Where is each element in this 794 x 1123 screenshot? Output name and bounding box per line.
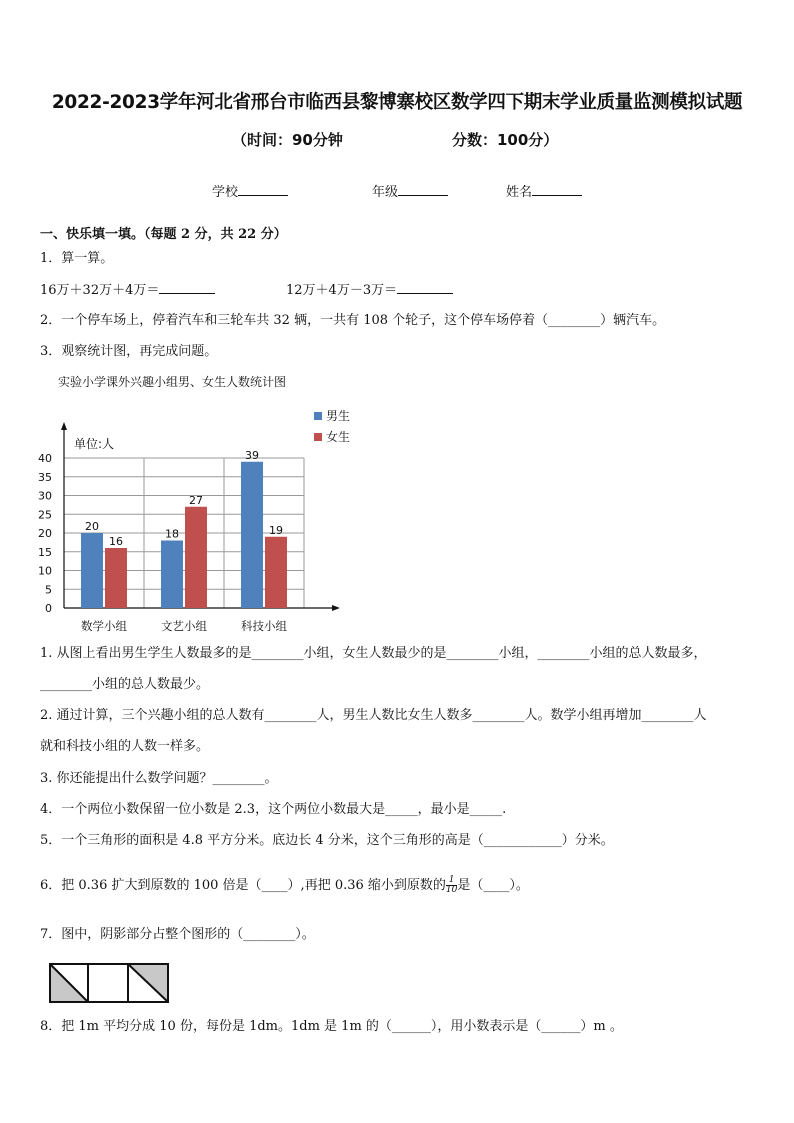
bar-girls — [105, 548, 127, 608]
bar-value-label: 19 — [269, 523, 283, 537]
grade-label: 年级 — [372, 185, 399, 200]
y-tick-label: 40 — [38, 452, 52, 465]
page-title: 2022-2023学年河北省邢台市临西县黎博寨校区数学四下期末学业质量监测模拟试题 — [51, 92, 743, 113]
name-label: 姓名 — [506, 185, 533, 200]
legend-label: 女生 — [326, 430, 351, 444]
x-category-label: 文艺小组 — [161, 619, 207, 633]
bar-boys — [161, 541, 183, 609]
y-axis-arrow — [61, 422, 67, 430]
question-3-1-line1: 1. 从图上看出男生学生人数最多的是________小组，女生人数最少的是________小组，________小组的总人数最多， — [40, 646, 707, 661]
name-blank[interactable] — [532, 183, 582, 196]
x-category-label: 科技小组 — [241, 619, 287, 633]
bar-girls — [265, 537, 287, 608]
question-8: 8．把 1m 平均分成 10 份，每份是 1dm。1dm 是 1m 的（______），用小数表示是（______）m 。 — [40, 1019, 623, 1034]
bar-girls — [185, 507, 207, 608]
square-2 — [88, 964, 128, 1002]
question-6-text-a: 6．把 0.36 扩大到原数的 100 倍是（____）,再把 0.36 缩小到原数的 — [40, 878, 446, 893]
question-1-title: 1．算一算。 — [40, 251, 114, 266]
y-tick-label: 0 — [45, 602, 52, 615]
y-tick-label: 5 — [45, 583, 52, 597]
legend-swatch — [314, 433, 322, 441]
shaded-squares-figure — [48, 962, 170, 1004]
question-1a — [40, 281, 215, 300]
question-5: 5．一个三角形的面积是 4.8 平方分米。底边长 4 分米，这个三角形的高是（____________）分米。 — [40, 833, 614, 848]
question-1a-text: 16万＋32万＋4万＝ — [40, 283, 160, 298]
exam-score: 分数：100分） — [452, 131, 559, 149]
fraction-numerator: 1 — [446, 876, 457, 886]
question-1b — [286, 281, 453, 300]
question-7: 7．图中，阴影部分占整个图形的（________）。 — [40, 927, 315, 942]
fraction-denominator: 10 — [445, 885, 458, 895]
school-label: 学校 — [212, 185, 239, 200]
y-tick-label: 10 — [38, 564, 52, 578]
question-4: 4．一个两位小数保留一位小数是 2.3，这个两位小数最大是_____，最小是_____. — [40, 802, 507, 817]
y-tick-label: 20 — [38, 527, 52, 540]
bar-value-label: 27 — [189, 493, 203, 507]
legend-swatch — [314, 412, 322, 420]
bar-value-label: 39 — [245, 448, 259, 462]
y-tick-label: 15 — [38, 545, 52, 559]
grade-field — [372, 181, 448, 200]
question-6 — [40, 876, 529, 895]
school-field — [212, 181, 288, 200]
answer-blank[interactable] — [159, 281, 215, 294]
bar-boys — [81, 533, 103, 608]
y-tick-label: 35 — [38, 470, 52, 484]
school-blank[interactable] — [238, 183, 288, 196]
question-1b-text: 12万＋4万－3万＝ — [286, 283, 398, 298]
x-category-label: 数学小组 — [81, 619, 127, 633]
x-axis-arrow — [332, 605, 340, 611]
question-3-title: 3．观察统计图，再完成问题。 — [40, 344, 218, 359]
answer-blank[interactable] — [397, 281, 453, 294]
section-heading: 一、快乐填一填。（每题 2 分，共 22 分） — [40, 227, 287, 242]
bar-value-label: 18 — [165, 527, 179, 541]
question-3-1-line2: ________小组的总人数最少。 — [40, 677, 210, 692]
legend-label: 男生 — [326, 409, 351, 423]
question-2: 2．一个停车场上，停着汽车和三轮车共 32 辆，一共有 108 个轮子，这个停车场停着（________）辆汽车。 — [40, 313, 666, 328]
fraction-one-tenth — [446, 876, 457, 895]
question-3-2-line2: 就和科技小组的人数一样多。 — [40, 739, 210, 754]
name-field — [506, 181, 582, 200]
y-unit-label: 单位:人 — [74, 437, 115, 451]
bar-value-label: 20 — [85, 520, 99, 533]
chart-title: 实验小学课外兴趣小组男、女生人数统计图 — [58, 375, 287, 389]
y-tick-label: 25 — [38, 508, 52, 522]
question-3-3: 3. 你还能提出什么数学问题？________。 — [40, 771, 278, 786]
exam-time: （时间：90分钟 — [232, 131, 343, 149]
question-3-2-line1: 2. 通过计算，三个兴趣小组的总人数有________人，男生人数比女生人数多________人。数学小组再增加________人 — [40, 708, 707, 723]
grade-blank[interactable] — [398, 183, 448, 196]
y-tick-label: 30 — [38, 489, 52, 503]
bar-value-label: 16 — [109, 535, 123, 548]
bar-boys — [241, 462, 263, 608]
bar-chart — [30, 400, 390, 640]
question-6-text-b: 是（____）。 — [457, 878, 529, 893]
